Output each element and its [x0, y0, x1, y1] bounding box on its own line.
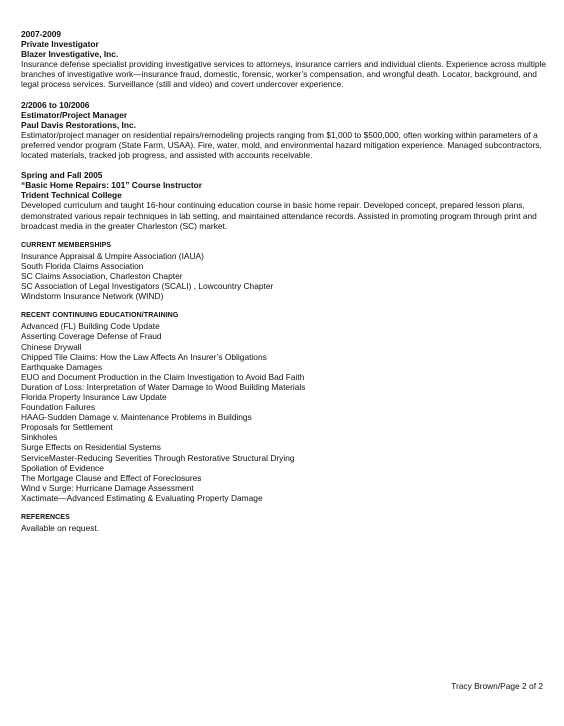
list-item: SC Claims Association, Charleston Chapter — [21, 270, 183, 281]
list-item: Duration of Loss: Interpretation of Water Damage to Wood Building Materials — [21, 381, 306, 392]
list-item: Windstorm Insurance Network (WIND) — [21, 291, 164, 302]
list-item: Asserting Coverage Defense of Fraud — [21, 331, 162, 342]
list-item: Sinkholes — [21, 432, 58, 443]
job-entry — [21, 170, 553, 231]
list-item: Chipped Tile Claims: How the Law Affects An Insurer’s Obligations — [21, 351, 267, 362]
memberships-heading: CURRENT MEMBERSHIPS — [21, 241, 112, 249]
job-dates: Spring and Fall 2005 — [21, 170, 103, 181]
references-text: Available on request. — [21, 523, 100, 534]
list-item: EUO and Document Production in the Claim Investigation to Avoid Bad Faith — [21, 371, 305, 382]
education-section — [21, 311, 553, 503]
list-item: HAAG-Sudden Damage v. Maintenance Problems in Buildings — [21, 412, 252, 423]
list-item: Wind v Surge: Hurricane Damage Assessment — [21, 482, 194, 493]
job-dates: 2007-2009 — [21, 29, 62, 39]
education-heading: RECENT CONTINUING EDUCATION/TRAINING — [21, 312, 179, 320]
list-item: Surge Effects on Residential Systems — [21, 442, 161, 453]
job-title: Estimator/Project Manager — [21, 109, 128, 120]
job-dates: 2/2006 to 10/2006 — [21, 99, 90, 110]
job-description: Estimator/project manager on residential repairs/remodeling projects ranging from $1,000 to $500,000, often working within parameters of a preferred vendor program (State Farm, USAA). Fire, water, mold, and environmental hazard mitigation experience. Managed subcontractors, located materials, tracked job progress, and assisted with accounts receivable. — [21, 129, 542, 161]
job-entry — [21, 100, 553, 161]
page-footer: Tracy Brown/Page 2 of 2 — [451, 681, 543, 691]
education-list — [21, 321, 553, 503]
list-item: ServiceMaster-Reducing Severities Through Restorative Structural Drying — [21, 452, 295, 463]
list-item: Foundation Failures — [21, 402, 96, 413]
list-item: Spoliation of Evidence — [21, 462, 104, 473]
job-description: Insurance defense specialist providing investigative services to attorneys, insurance carriers and individual clients. Experience across multiple branches of investigative work—insurance fraud, domestic, forensic, worker’s compensation, and wrongful death. Locator, background, and legal process services. Surveillance (still and video) and covert undercover experience. — [21, 59, 547, 90]
references-section — [21, 513, 553, 533]
list-item: Xactimate—Advanced Estimating & Evaluating Property Damage — [21, 492, 263, 503]
list-item: Advanced (FL) Building Code Update — [21, 321, 160, 332]
resume-content — [21, 29, 553, 543]
list-item: Insurance Appraisal & Umpire Association (IAUA) — [21, 250, 204, 261]
job-title: Private Investigator — [21, 39, 99, 50]
memberships-list — [21, 251, 553, 301]
list-item: Earthquake Damages — [21, 361, 103, 372]
job-company: Paul Davis Restorations, Inc. — [21, 119, 136, 130]
memberships-section — [21, 241, 553, 302]
job-title: “Basic Home Repairs: 101” Course Instructor — [21, 180, 203, 191]
list-item: Chinese Drywall — [21, 341, 82, 352]
list-item: The Mortgage Clause and Effect of Foreclosures — [21, 472, 202, 483]
job-company: Blazer Investigative, Inc. — [21, 49, 119, 60]
list-item: South Florida Claims Association — [21, 260, 144, 271]
list-item: Proposals for Settlement — [21, 422, 113, 433]
list-item: SC Association of Legal Investigators (SCALI) , Lowcountry Chapter — [21, 281, 274, 292]
job-company: Trident Technical College — [21, 190, 122, 201]
references-heading: REFERENCES — [21, 514, 70, 522]
list-item: Florida Property Insurance Law Update — [21, 392, 167, 402]
job-entry — [21, 29, 553, 90]
job-description: Developed curriculum and taught 16-hour continuing education course in basic home repair. Developed concept, prepared lesson plans, demonstrated various repair techniques in lab setting, and maintained attendance records. Assisted in promoting program through print and broadcast media in the greater Charleston (SC) market. — [21, 200, 537, 231]
